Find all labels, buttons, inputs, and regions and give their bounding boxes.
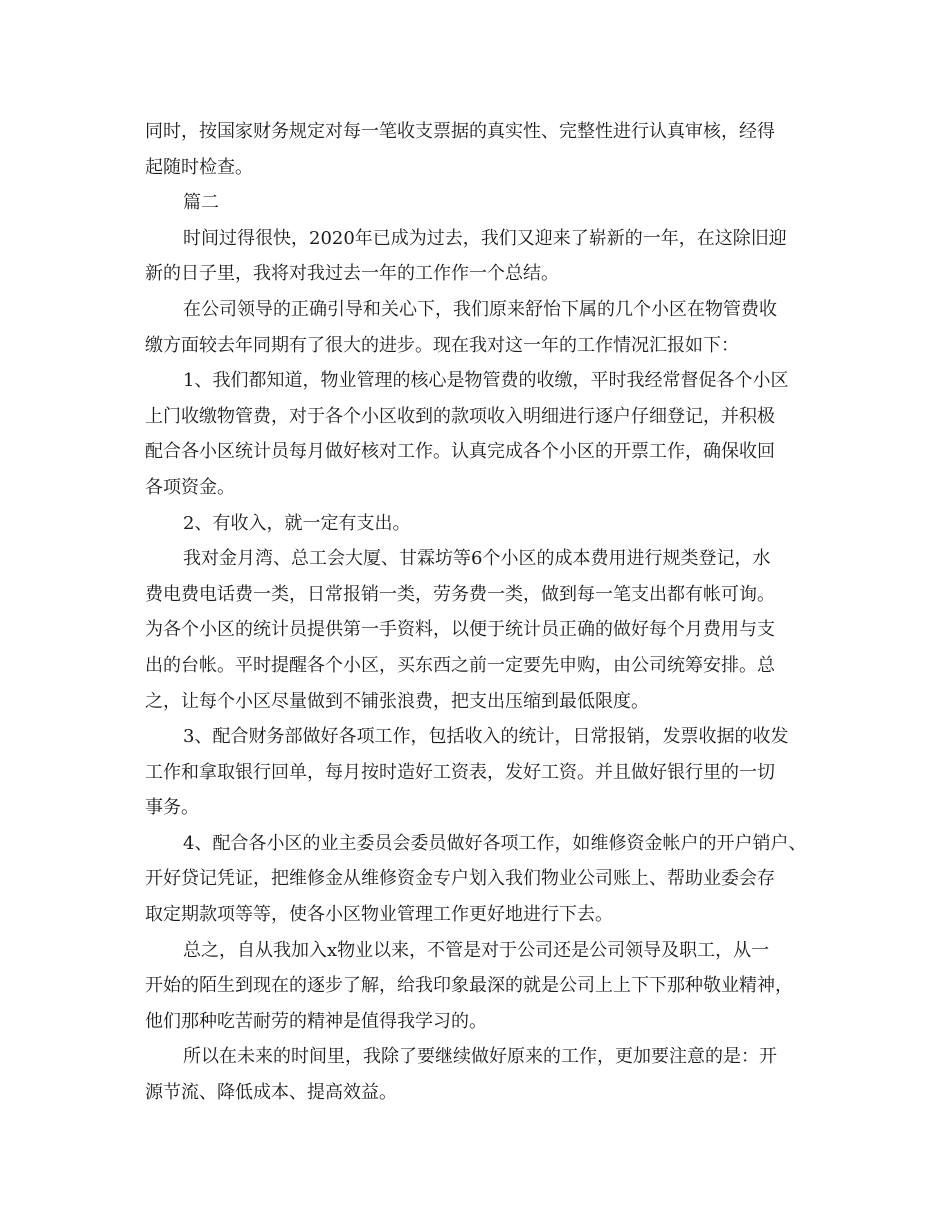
text-line: 开始的陌生到现在的逐步了解，给我印象最深的就是公司上上下下那种敬业精神， [145, 975, 793, 997]
text-line: 事务。 [145, 797, 199, 819]
text-line: 为各个小区的统计员提供第一手资料，以便于统计员正确的做好每个月费用与支 [145, 619, 775, 641]
text-line: 所以在未来的时间里，我除了要继续做好原来的工作，更加要注意的是：开 [183, 1046, 777, 1068]
text-line: 各项资金。 [145, 476, 235, 498]
text-line: 1、我们都知道，物业管理的核心是物管费的收缴，平时我经常督促各个小区 [183, 370, 789, 392]
section-heading: 篇二 [183, 192, 219, 214]
text-line: 他们那种吃苦耐劳的精神是值得我学习的。 [145, 1010, 487, 1032]
text-line: 在公司领导的正确引导和关心下，我们原来舒怡下属的几个小区在物管费收 [183, 298, 777, 320]
text-line: 时间过得很快，2020年已成为过去，我们又迎来了崭新的一年，在这除旧迎 [183, 227, 787, 249]
text-line: 取定期款项等等，使各小区物业管理工作更好地进行下去。 [145, 904, 613, 926]
text-line: 开好贷记凭证，把维修金从维修资金专户划入我们物业公司账上、帮助业委会存 [145, 868, 775, 890]
text-line: 缴方面较去年同期有了很大的进步。现在我对这一年的工作情况汇报如下： [145, 334, 739, 356]
document-body [145, 114, 815, 1111]
text-line: 工作和拿取银行回单，每月按时造好工资表，发好工资。并且做好银行里的一切 [145, 761, 775, 783]
text-line: 源节流、降低成本、提高效益。 [145, 1082, 397, 1104]
text-line: 3、配合财务部做好各项工作，包括收入的统计，日常报销，发票收据的收发 [183, 726, 789, 748]
text-line: 总之，自从我加入x物业以来，不管是对于公司还是公司领导及职工，从一 [183, 939, 770, 961]
text-line: 新的日子里，我将对我过去一年的工作作一个总结。 [145, 263, 559, 285]
text-line: 2、有收入，就一定有支出。 [183, 512, 411, 534]
text-line: 我对金月湾、总工会大厦、甘霖坊等6个小区的成本费用进行规类登记，水 [183, 548, 771, 570]
text-line: 4、配合各小区的业主委员会委员做好各项工作，如维修资金帐户的开户销户、 [183, 832, 807, 854]
text-line: 配合各小区统计员每月做好核对工作。认真完成各个小区的开票工作，确保收回 [145, 441, 775, 463]
text-line: 出的台帐。平时提醒各个小区，买东西之前一定要先申购，由公司统筹安排。总 [145, 654, 775, 676]
text-line: 上门收缴物管费，对于各个小区收到的款项收入明细进行逐户仔细登记，并积极 [145, 405, 775, 427]
text-line: 起随时检查。 [145, 156, 253, 178]
text-line: 费电费电话费一类，日常报销一类，劳务费一类，做到每一笔支出都有帐可询。 [145, 583, 775, 605]
text-line: 同时，按国家财务规定对每一笔收支票据的真实性、完整性进行认真审核，经得 [145, 121, 775, 142]
text-line: 之，让每个小区尽量做到不铺张浪费，把支出压缩到最低限度。 [145, 690, 649, 712]
